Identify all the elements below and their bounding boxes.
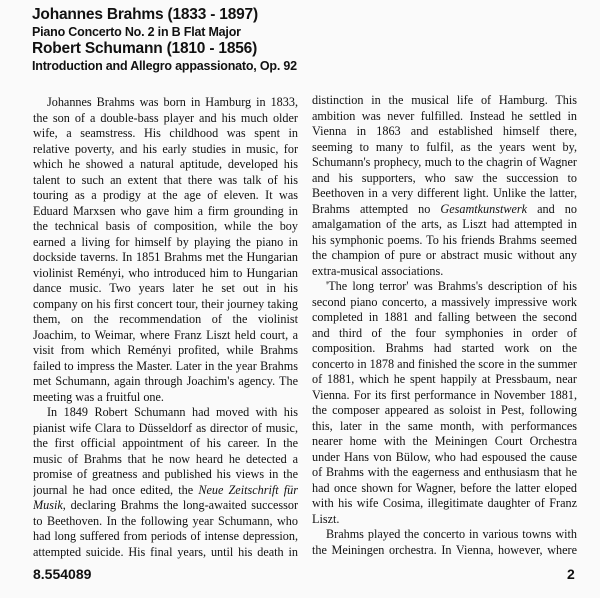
header bbox=[32, 6, 572, 74]
paragraph: Brahms played the concerto in various towns with the Meiningen orchestra. In Vienna, however, where bbox=[312, 527, 577, 557]
composer-title-schumann: Robert Schumann (1810 - 1856) bbox=[32, 40, 258, 57]
composer-title-brahms: Johannes Brahms (1833 - 1897) bbox=[32, 6, 258, 23]
paragraph: Johannes Brahms was born in Hamburg in 1833, the son of a double-bass player and his much older wife, a seamstress. His childhood was spent in relative poverty, and his early studies in music, for which he showed a natural aptitude, developed his talent to such an extent that there was talk of his touring as a prodigy at the age of eleven. It was Eduard Marxsen who gave him a firm grounding in the technical basis of composition, while the boy earned a living for himself by playing the piano in dockside taverns. In 1851 Brahms met the Hungarian violinist Reményi, who introduced him to Hungarian dance music. Two years later he set out in his company on his first concert tour, their journey taking them, on the recommendation of the violinist Joachim, to Weimar, where Franz Liszt held court, a visit from which Reményi profited, while Brahms failed to impress the Master. Later in the year Brahms met Schumann, again through Joachim's agency. The meeting was a fruitful one. bbox=[33, 95, 298, 404]
paragraph: In 1849 Robert Schumann had moved with his pianist wife Clara to Düsseldorf as director of music, the first official appointment of his career. In the music of Brahms that he now heard he detected a promise of greatness and published his views in the journal he had once edited, the Neue Zeitschrift für Musik, declaring Brahms the long-awaited successor to Beethoven. In the following year Schumann, who had long suffered from periods of intense depression, attempted suicide. His final years, until his death in bbox=[33, 405, 298, 559]
work-title-brahms: Piano Concerto No. 2 in B Flat Major bbox=[32, 25, 241, 39]
paragraph: 'The long terror' was Brahms's description of his second piano concerto, a massively impressive work completed in 1881 and falling between the second and third of the four symphonies in order of composition. Brahms had started work on the concerto in 1878 and finished the score in the summer of 1881, which he spent happily at Pressbaum, near Vienna. For its first performance in November 1881, the composer appeared as soloist in Pest, following this, later in the same month, with performances nearer home with the Meiningen Court Orchestra under Hans von Bülow, who had espoused the cause of Brahms with the eagerness and enthusiasm that he had once shown for Wagner, before the latter eloped with his wife Cosima, illegitimate daughter of Franz Liszt. bbox=[312, 279, 577, 526]
term-italic: Gesamtkunstwerk bbox=[440, 201, 528, 216]
catalogue-number: 8.554089 bbox=[33, 566, 92, 582]
work-title-schumann: Introduction and Allegro appassionato, Op. 92 bbox=[32, 59, 297, 73]
journal-title: Neue Zeitschrift für Musik bbox=[33, 482, 298, 512]
paragraph: distinction in the musical life of Hamburg. This ambition was never fulfilled. Instead he settled in Vienna in 1863 and established himself there, seeming to many to fulfil, as the years went by, Schumann's prophecy, much to the chagrin of Wagner and his supporters, who saw the succession to Beethoven in a very different light. Unlike the latter, Brahms attempted no Gesamtkunstwerk and no amalgamation of the arts, as Liszt had attempted in his symphonic poems. To his friends Brahms seemed the champion of pure or abstract music without any extra-musical associations. bbox=[312, 93, 577, 278]
page-number: 2 bbox=[567, 566, 575, 582]
left-column bbox=[33, 95, 298, 560]
right-column bbox=[312, 93, 577, 558]
